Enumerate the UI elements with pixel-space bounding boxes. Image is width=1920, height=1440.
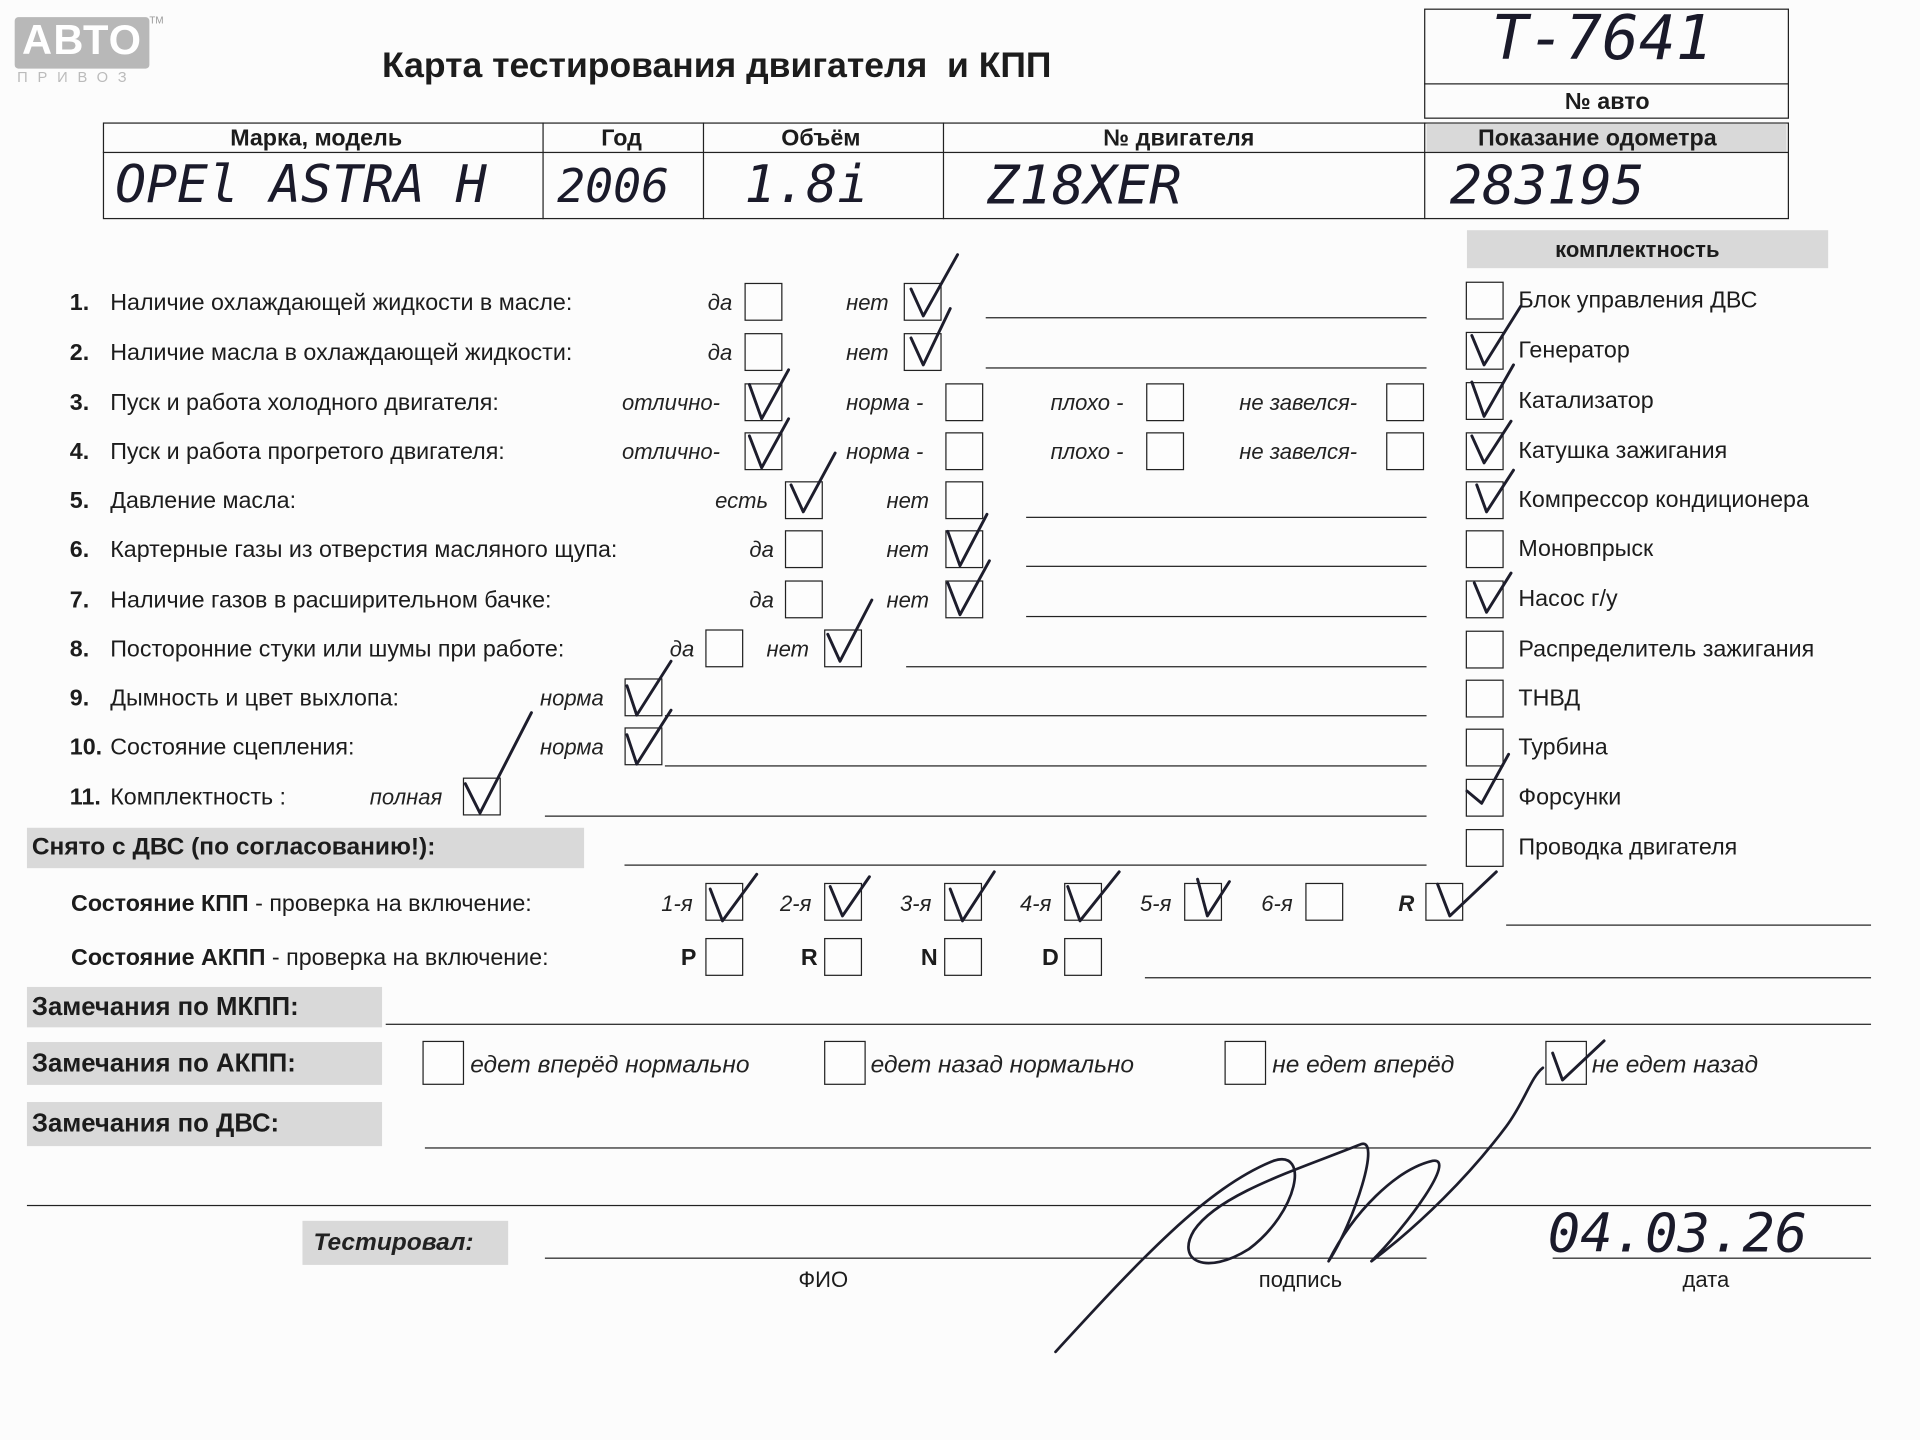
option-label: норма - (846, 439, 924, 465)
car-number-label: № авто (1564, 89, 1650, 116)
option-label: отлично- (622, 439, 721, 465)
question-text: Комплектность : (110, 784, 287, 811)
logo-sub-text: ПРИВОЗ (17, 68, 137, 86)
option-label: да (749, 587, 774, 613)
check-mark (1553, 1041, 1604, 1080)
option-label: есть (715, 488, 769, 514)
tested-by-label: Тестировал: (313, 1229, 474, 1257)
option-label: не завелся- (1239, 390, 1358, 416)
logo-main-text: АВТО (22, 17, 143, 64)
check-mark (1438, 872, 1497, 916)
completeness-item-label: Блок управления ДВС (1518, 287, 1758, 314)
question-number: 11. (69, 784, 101, 811)
question-text: Наличие охлаждающей жидкости в масле: (110, 290, 573, 316)
check-mark (465, 713, 531, 813)
completeness-title: комплектность (1555, 237, 1720, 263)
question-number: 2. (69, 340, 90, 367)
option-label: нет (766, 636, 810, 662)
option-label: нет (886, 488, 930, 514)
akpp-remark-label: не едет вперёд (1272, 1051, 1455, 1079)
question-text: Давление масла: (110, 488, 297, 515)
option-label: плохо - (1050, 390, 1124, 416)
completeness-item-label: Катализатор (1518, 388, 1654, 414)
question-number: 1. (69, 290, 90, 316)
page-title: Карта тестирования двигателя и КПП (382, 46, 1052, 86)
gear-label: 3-я (900, 891, 932, 916)
signature (1056, 1068, 1543, 1352)
option-label: полная (369, 784, 443, 810)
option-label: нет (846, 290, 889, 315)
check-mark (1472, 306, 1521, 365)
completeness-item-label: ТНВД (1518, 685, 1581, 712)
completeness-item-label: Проводка двигателя (1518, 835, 1738, 861)
completeness-item-label: Катушка зажигания (1518, 438, 1728, 465)
kpp-label-bold: Состояние КПП (71, 891, 249, 918)
check-mark (1474, 573, 1511, 612)
akpp-remark-label: едет назад нормально (870, 1051, 1135, 1079)
completeness-item-label: Турбина (1518, 734, 1608, 761)
akpp-gear-label: R (800, 945, 818, 972)
check-mark (710, 874, 757, 921)
check-mark (948, 514, 987, 565)
car-number-value: T-7641 (1491, 2, 1713, 74)
check-mark (749, 419, 788, 468)
odometer-value: 283195 (1449, 154, 1645, 217)
akpp-label-bold: Состояние АКПП (71, 945, 266, 972)
completeness-item-label: Моновпрыск (1518, 536, 1654, 563)
gear-label: 2-я (780, 891, 812, 916)
check-mark (1068, 872, 1119, 921)
question-text: Состояние сцепления: (110, 734, 355, 761)
check-mark (1467, 754, 1509, 803)
akpp-remarks-label: Замечания по АКПП: (31, 1049, 296, 1078)
check-mark (911, 255, 958, 316)
akpp-gear-label: N (920, 945, 938, 972)
completeness-item-label: Насос г/у (1518, 586, 1618, 613)
akpp-label-rest: - проверка на включение: (265, 945, 549, 972)
dvs-remarks-label: Замечания по ДВС: (31, 1109, 280, 1138)
year-label: Год (601, 126, 642, 152)
check-mark (1472, 421, 1511, 463)
option-label: да (707, 340, 733, 365)
question-number: 8. (69, 636, 90, 663)
question-number: 5. (69, 488, 90, 515)
option-label: норма (540, 734, 604, 760)
akpp-remark-label: едет вперёд нормально (470, 1051, 750, 1079)
check-mark (830, 877, 869, 916)
question-text: Наличие масла в охлаждающей жидкости: (110, 340, 573, 367)
question-text: Картерные газы из отверстия масляного щупа: (110, 537, 618, 564)
completeness-item-label: Компрессор кондиционера (1518, 487, 1809, 514)
question-text: Посторонние стуки или шумы при работе: (110, 636, 565, 663)
akpp-gear-label: P (680, 945, 697, 972)
question-number: 10. (69, 734, 103, 761)
engine-number-label: № двигателя (1103, 126, 1255, 152)
gear-label: 1-я (661, 891, 693, 916)
signature-label: подпись (1258, 1267, 1343, 1292)
question-number: 6. (69, 537, 90, 564)
question-number: 9. (69, 685, 90, 712)
logo-trademark: TM (149, 14, 164, 26)
odometer-label: Показание одометра (1477, 126, 1717, 152)
question-text: Наличие газов в расширительном бачке: (110, 587, 552, 614)
kpp-label-rest: - проверка на включение: (248, 891, 532, 918)
volume-value: 1.8i (744, 154, 869, 215)
option-label: отлично- (622, 390, 721, 416)
option-label: да (669, 636, 695, 662)
completeness-item-label: Генератор (1518, 337, 1630, 364)
check-mark (1477, 470, 1514, 512)
check-mark (1198, 879, 1230, 916)
question-number: 7. (69, 587, 90, 614)
option-label: норма - (846, 390, 924, 416)
check-mark (627, 661, 671, 715)
gear-label: 4-я (1020, 891, 1052, 916)
question-text: Пуск и работа холодного двигателя: (110, 390, 499, 417)
volume-label: Объём (781, 126, 861, 152)
removed-parts-label: Снято с ДВС (по согласованию!): (31, 833, 436, 861)
check-mark (828, 600, 872, 661)
gear-label: 5-я (1140, 891, 1172, 916)
year-value: 2006 (557, 159, 670, 214)
option-label: нет (886, 587, 930, 613)
check-mark (950, 872, 994, 921)
gear-label: 6-я (1261, 891, 1293, 916)
option-label: не завелся- (1239, 439, 1358, 465)
question-text: Пуск и работа прогретого двигателя: (110, 439, 505, 466)
mkpp-remarks-label: Замечания по МКПП: (31, 993, 299, 1022)
check-mark (791, 453, 835, 512)
question-number: 3. (69, 390, 90, 417)
date-value: 04.03.26 (1547, 1202, 1808, 1265)
check-mark (911, 309, 950, 365)
question-text: Дымность и цвет выхлопа: (110, 685, 400, 712)
gear-label: R (1398, 891, 1415, 916)
option-label: нет (846, 340, 889, 365)
check-mark (1472, 365, 1514, 416)
option-label: плохо - (1050, 439, 1124, 465)
fio-label: ФИО (798, 1267, 849, 1292)
option-label: да (707, 290, 733, 315)
question-number: 4. (69, 439, 90, 466)
check-mark (749, 370, 788, 419)
option-label: норма (540, 685, 604, 711)
completeness-item-label: Распределитель зажигания (1518, 636, 1815, 663)
completeness-item-label: Форсунки (1518, 784, 1622, 811)
akpp-gear-label: D (1042, 945, 1059, 972)
make-model-label: Марка, модель (230, 126, 403, 152)
make-model-value: OPEl ASTRA H (115, 154, 487, 215)
date-label: дата (1682, 1267, 1730, 1292)
option-label: да (749, 537, 774, 563)
akpp-remark-label: не едет назад (1591, 1051, 1759, 1079)
check-mark (627, 710, 671, 764)
engine-number-value: Z18XER (986, 154, 1182, 217)
check-mark (948, 561, 990, 615)
option-label: нет (886, 537, 930, 563)
